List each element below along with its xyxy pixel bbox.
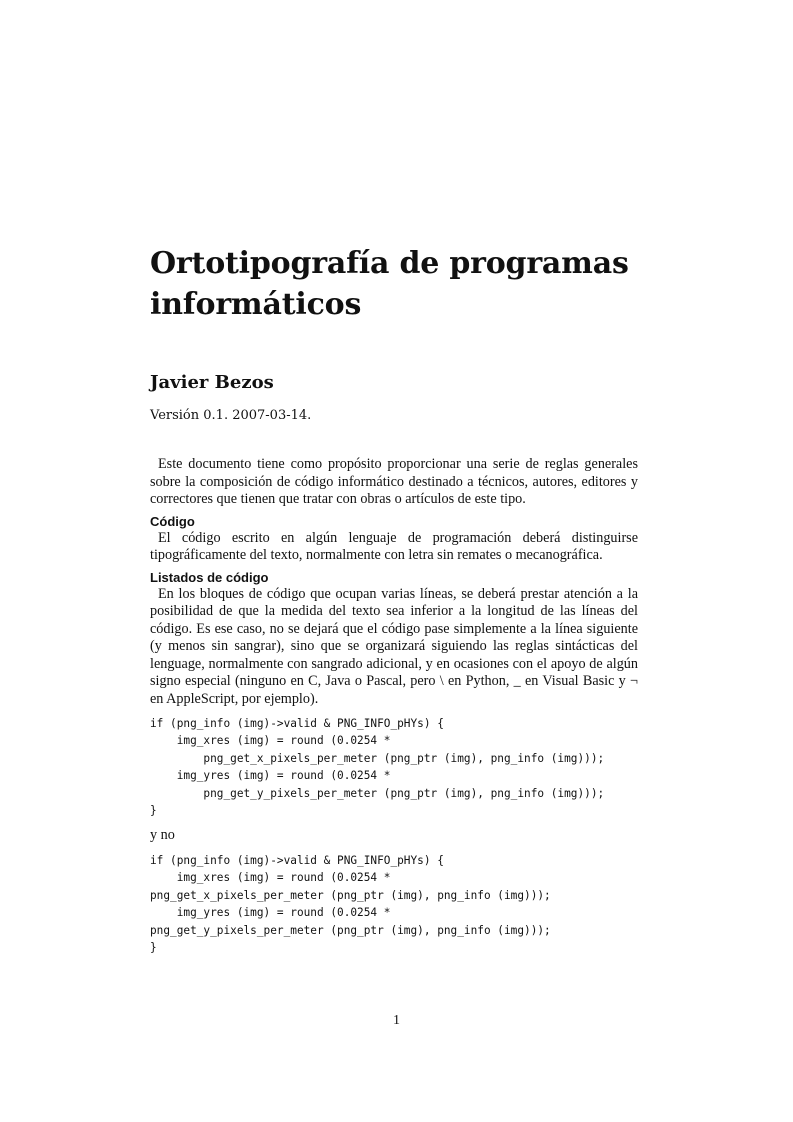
code-listing-correct: if (png_info (img)->valid & PNG_INFO_pHYs) { img_xres (img) = round (0.0254 * png_get_x_pixels_per_meter (png_ptr (img), png_info (img))); img_yres (img) = round (0.0254 * png_get_y_pixels_per_meter (png_ptr (img), png_info (img))); } bbox=[150, 717, 605, 818]
title-line-1: Ortotipografía de programas bbox=[150, 246, 629, 281]
section-paragraph-codigo: El código escrito en algún lenguaje de programación deberá distinguirse tipográficamente del texto, normalmente con letra sin remates o mecanográfica. bbox=[150, 529, 638, 563]
code-listing-incorrect: if (png_info (img)->valid & PNG_INFO_pHYs) { img_xres (img) = round (0.0254 * png_get_x_pixels_per_meter (png_ptr (img), png_info (img))); img_yres (img) = round (0.0254 * png_get_y_pixels_per_meter (png_ptr (img), png_info (img))); } bbox=[150, 853, 551, 954]
page-number: 1 bbox=[393, 1013, 400, 1028]
document-title bbox=[150, 243, 638, 325]
version-line: Versión 0.1. 2007-03-14. bbox=[150, 408, 312, 423]
document-body bbox=[150, 456, 638, 956]
between-text: y no bbox=[150, 827, 175, 844]
section-heading-listados: Listados de código bbox=[150, 569, 269, 585]
section-heading-codigo: Código bbox=[150, 513, 195, 529]
section-paragraph-listados: En los bloques de código que ocupan varias líneas, se deberá prestar atención a la posibilidad de que la medida del texto sea inferior a la longitud de las líneas del código. Es ese caso, no se dejará que el código pase simplemente a la línea siguiente (y menos sin sangrar), sino que se organizará siguiendo las reglas sintácticas del lenguage, normalmente con sangrado adicional, y en ocasiones con el apoyo de algún signo especial (ninguno en C, Java o Pascal, pero \ en Python, _ en Visual Basic y ¬ en AppleScript, por ejemplo). bbox=[150, 585, 638, 707]
title-line-2: informáticos bbox=[150, 287, 362, 322]
intro-paragraph: Este documento tiene como propósito proporcionar una serie de reglas generales sobre la composición de código informático destinado a técnicos, autores, editores y correctores que tienen que tratar con obras o artículos de este tipo. bbox=[150, 456, 638, 507]
author-name: Javier Bezos bbox=[150, 372, 274, 393]
